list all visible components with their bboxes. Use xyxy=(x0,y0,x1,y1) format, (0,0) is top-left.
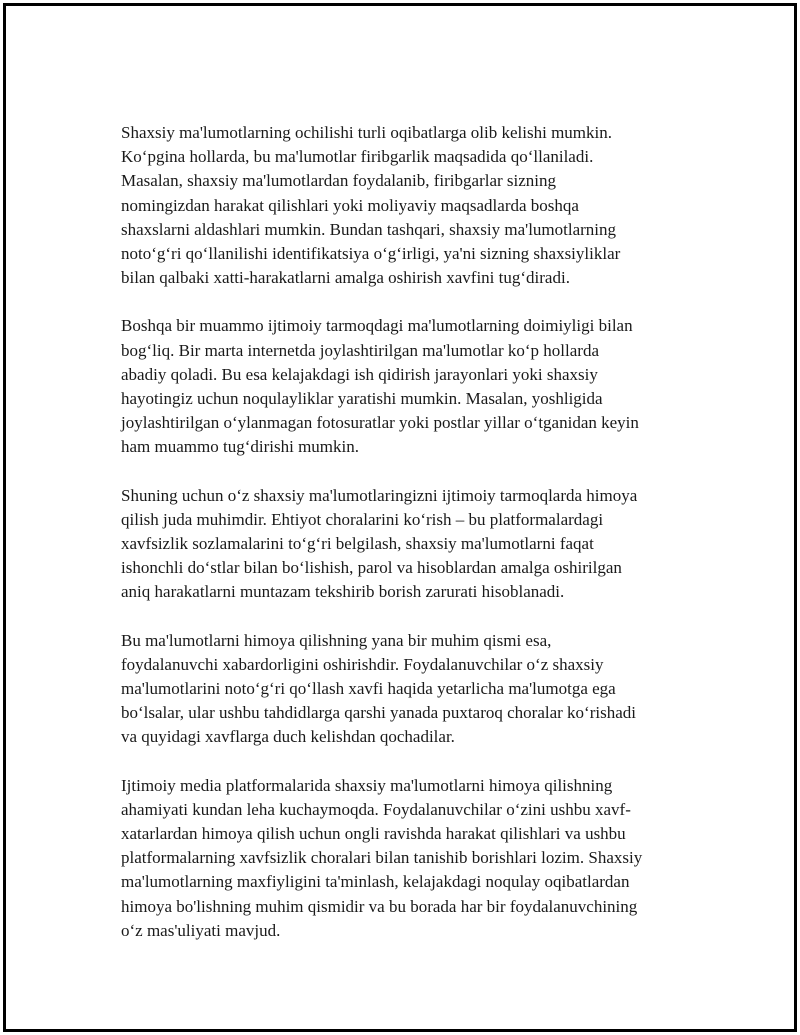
text-line: Shaxsiy ma'lumotlarning ochilishi turli oqibatlarga olib kelishi mumkin. xyxy=(121,123,612,142)
text-line: ma'lumotlarini noto‘g‘ri qo‘llash xavfi haqida yetarlicha ma'lumotga ega xyxy=(121,679,616,699)
paragraph-4 xyxy=(121,629,701,750)
text-line: ahamiyati kundan leha kuchaymoqda. Foydalanuvchilar o‘zini ushbu xavf- xyxy=(121,799,631,819)
text-line: Ko‘pgina hollarda, bu ma'lumotlar firibgarlik maqsadida qo‘llaniladi. xyxy=(121,147,594,167)
text-line: shaxslarni aldashlari mumkin. Bundan tashqari, shaxsiy ma'lumotlarning xyxy=(121,219,617,239)
paragraph-5 xyxy=(121,774,701,943)
text-line: himoya bo'lishning muhim qismidir va bu borada har bir foydalanuvchining xyxy=(121,896,638,916)
text-line: nomingizdan harakat qilishlari yoki moliyaviy maqsadlarda boshqa xyxy=(121,195,579,215)
text-line: Bu ma'lumotlarni himoya qilishning yana bir muhim qismi esa, xyxy=(121,630,552,650)
text-line: Ijtimoiy media platformalarida shaxsiy ma'lumotlarni himoya qilishning xyxy=(121,775,613,795)
text-line: joylashtirilgan o‘ylanmagan fotosuratlar yoki postlar yillar o‘tganidan keyin xyxy=(121,413,639,433)
paragraph-2 xyxy=(121,314,701,459)
text-line: xavfsizlik sozlamalarini to‘g‘ri belgilash, shaxsiy ma'lumotlarni faqat xyxy=(121,534,594,554)
text-line: ma'lumotlarning maxfiyligini ta'minlash, kelajakdagi noqulay oqibatlardan xyxy=(121,872,630,892)
text-line: platformalarning xavfsizlik choralari bilan tanishib borishlari lozim. Shaxsiy xyxy=(121,848,643,868)
paragraph-1 xyxy=(121,121,701,290)
text-line: bog‘liq. Bir marta internetda joylashtirilgan ma'lumotlar ko‘p hollarda xyxy=(121,340,599,360)
page-frame xyxy=(3,3,797,1032)
text-line: ishonchli do‘stlar bilan bo‘lishish, parol va hisoblardan amalga oshirilgan xyxy=(121,558,622,578)
text-line: Boshqa bir muammo ijtimoiy tarmoqdagi ma'lumotlarning doimiyligi bilan xyxy=(121,316,633,336)
text-line: qilish juda muhimdir. Ehtiyot choralarini ko‘rish – bu platformalardagi xyxy=(121,509,604,529)
text-line: Shuning uchun o‘z shaxsiy ma'lumotlaringizni ijtimoiy tarmoqlarda himoya xyxy=(121,485,638,505)
text-line: foydalanuvchi xabardorligini oshirishdir. Foydalanuvchilar o‘z shaxsiy xyxy=(121,654,604,674)
text-line: Masalan, shaxsiy ma'lumotlardan foydalanib, firibgarlar sizning xyxy=(121,171,557,191)
document-body xyxy=(121,121,701,967)
text-line: bilan qalbaki xatti-harakatlarni amalga oshirish xavfini tug‘diradi. xyxy=(121,268,570,288)
text-line: va quyidagi xavflarga duch kelishdan qochadilar. xyxy=(121,727,455,747)
text-line: aniq harakatlarni muntazam tekshirib borish zarurati hisoblanadi. xyxy=(121,582,565,602)
text-line: o‘z mas'uliyati mavjud. xyxy=(121,920,281,940)
text-line: ham muammo tug‘dirishi mumkin. xyxy=(121,437,359,457)
text-line: abadiy qoladi. Bu esa kelajakdagi ish qidirish jarayonlari yoki shaxsiy xyxy=(121,364,598,384)
paragraph-3 xyxy=(121,484,701,605)
text-line: bo‘lsalar, ular ushbu tahdidlarga qarshi yanada puxtaroq choralar ko‘rishadi xyxy=(121,703,636,723)
text-line: xatarlardan himoya qilish uchun ongli ravishda harakat qilishlari va ushbu xyxy=(121,824,626,844)
text-line: hayotingiz uchun noqulayliklar yaratishi mumkin. Masalan, yoshligida xyxy=(121,389,603,409)
text-line: noto‘g‘ri qo‘llanilishi identifikatsiya o‘g‘irligi, ya'ni sizning shaxsiyliklar xyxy=(121,244,621,264)
